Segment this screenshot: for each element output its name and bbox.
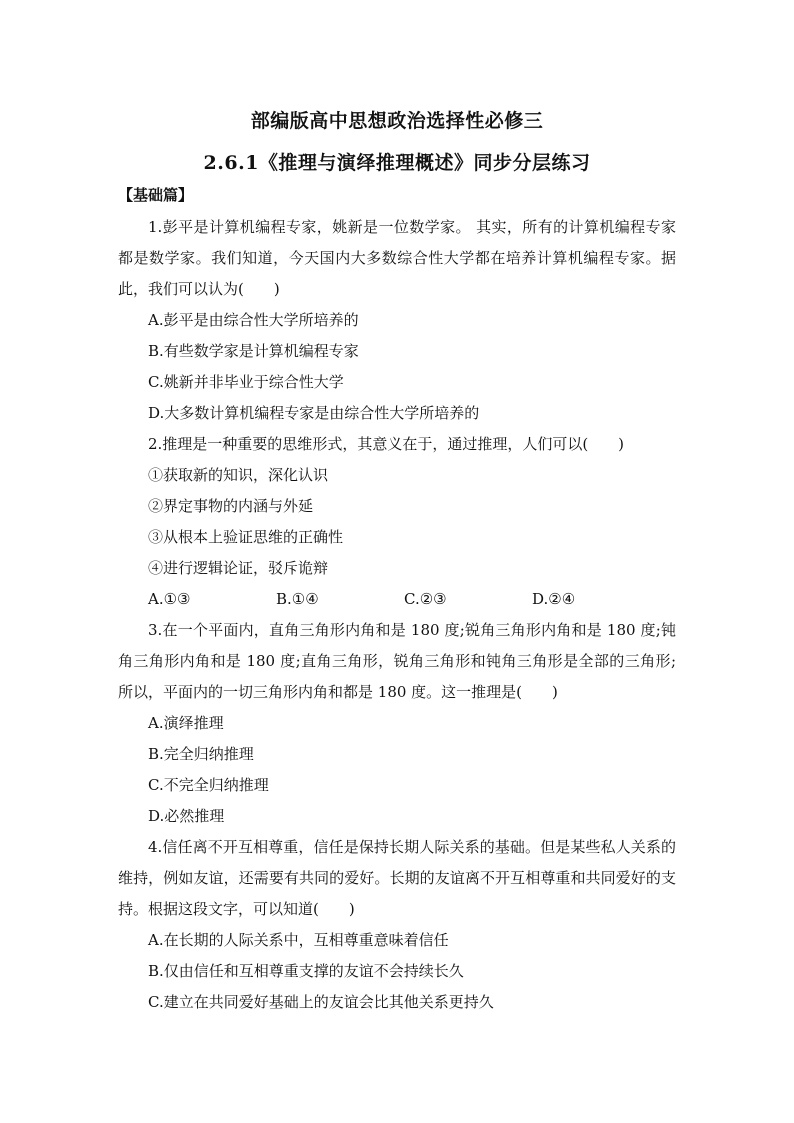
document-title: 部编版高中思想政治选择性必修三 <box>250 110 544 132</box>
option-row <box>118 584 676 615</box>
option-a: A.演绎推理 <box>148 714 224 732</box>
question-2 <box>118 429 676 615</box>
option-d: D.必然推理 <box>148 807 225 825</box>
option-a: A.①③ <box>148 590 191 608</box>
statement-2: ②界定事物的内涵与外延 <box>148 497 314 515</box>
statement-4: ④进行逻辑论证，驳斥诡辩 <box>148 559 329 577</box>
question-1 <box>118 212 676 429</box>
question-stem: 3.在一个平面内，直角三角形内角和是 180 度;锐角三角形内角和是 180 度;钝角三角形内角和是 180 度;直角三角形，锐角三角形和钝角三角形是全部的三角形;所以，平面内的一切三角形内角和都是 180 度。这一推理是( ) <box>118 621 676 701</box>
question-stem: 4.信任离不开互相尊重，信任是保持长期人际关系的基础。但是某些私人关系的维持，例如友谊，还需要有共同的爱好。长期的友谊离不开互相尊重和共同爱好的支持。根据这段文字，可以知道( ) <box>118 838 676 918</box>
option-b: B.完全归纳推理 <box>148 745 254 763</box>
option-c: C.姚新并非毕业于综合性大学 <box>148 373 344 391</box>
statement-1: ①获取新的知识，深化认识 <box>148 466 329 484</box>
document-subtitle: 2.6.1《推理与演绎推理概述》同步分层练习 <box>203 152 591 174</box>
question-3 <box>118 615 676 832</box>
section-heading: 【基础篇】 <box>118 186 194 204</box>
option-c: C.不完全归纳推理 <box>148 776 269 794</box>
question-4 <box>118 832 676 1018</box>
option-c: C.建立在共同爱好基础上的友谊会比其他关系更持久 <box>148 993 494 1011</box>
question-stem: 1.彭平是计算机编程专家，姚新是一位数学家。 其实，所有的计算机编程专家都是数学家。我们知道，今天国内大多数综合性大学都在培养计算机编程专家。据此，我们可以认为( ) <box>118 218 676 298</box>
question-list <box>118 212 676 1018</box>
option-a: A.彭平是由综合性大学所培养的 <box>148 311 359 329</box>
option-d: D.②④ <box>532 590 576 608</box>
option-d: D.大多数计算机编程专家是由综合性大学所培养的 <box>148 404 480 422</box>
option-b: B.①④ <box>276 590 319 608</box>
statement-3: ③从根本上验证思维的正确性 <box>148 528 344 546</box>
option-b: B.有些数学家是计算机编程专家 <box>148 342 359 360</box>
option-c: C.②③ <box>404 590 447 608</box>
option-b: B.仅由信任和互相尊重支撑的友谊不会持续长久 <box>148 962 464 980</box>
option-a: A.在长期的人际关系中，互相尊重意味着信任 <box>148 931 449 949</box>
question-stem: 2.推理是一种重要的思维形式，其意义在于，通过推理，人们可以( ) <box>148 435 625 453</box>
